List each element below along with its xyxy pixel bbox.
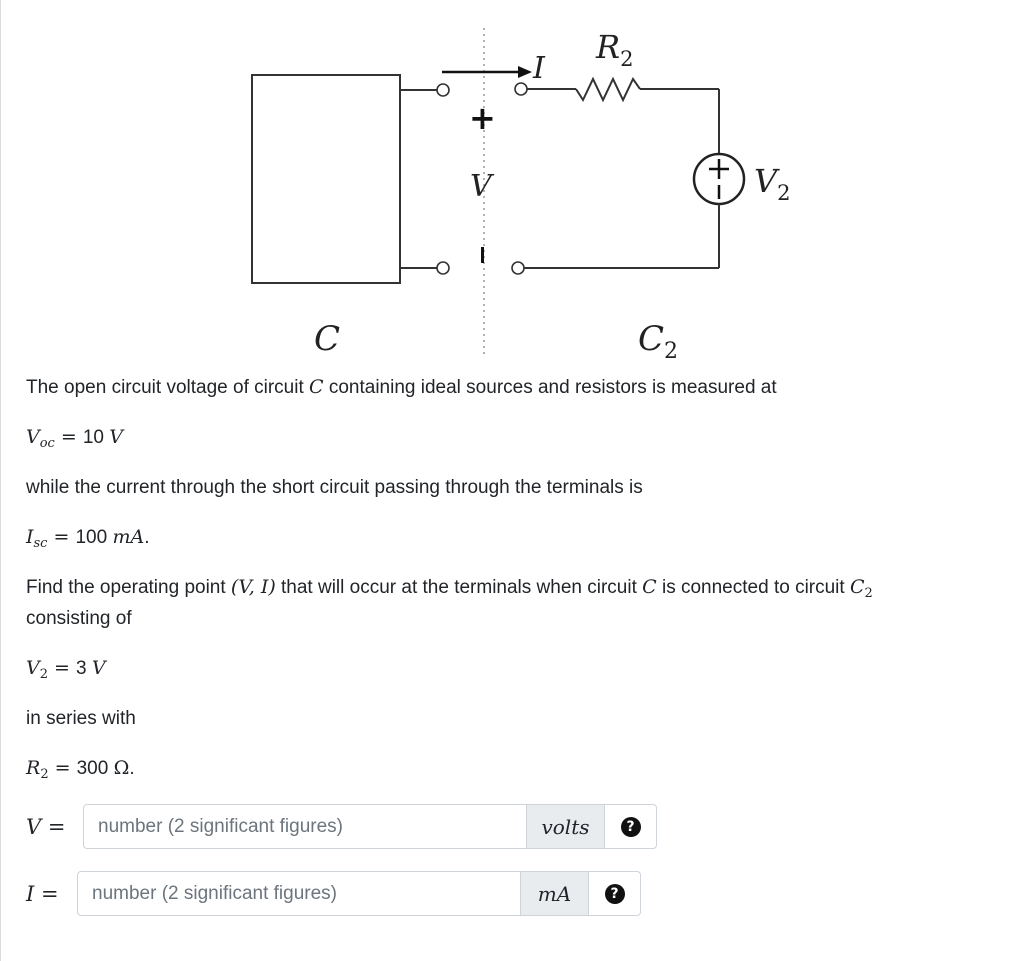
r2-label: $R_2$ xyxy=(596,28,634,71)
left-border xyxy=(0,0,1,961)
current-unit: mA xyxy=(521,871,589,916)
circuit-box xyxy=(252,75,400,283)
current-arrow-head xyxy=(518,66,532,78)
voc-equation: $V_{oc} = 10$ V xyxy=(26,426,123,451)
voltage-input[interactable] xyxy=(83,804,527,849)
statement-line-2: while the current through the short circuit passing through the terminals is xyxy=(26,477,643,498)
current-input[interactable] xyxy=(77,871,521,916)
terminal-top-left xyxy=(437,84,449,96)
statement-line-4: consisting of xyxy=(26,608,132,629)
question-circle-icon: ? xyxy=(621,817,641,837)
statement-line-3: Find the operating point (V, I) that will occur at the terminals when circuit C is connected to circuit $C_2$ xyxy=(26,576,873,601)
isc-equation: $I_{sc} = 100$ mA. xyxy=(26,526,150,551)
terminal-top-right xyxy=(515,83,527,95)
current-label: I xyxy=(533,51,545,86)
terminal-bottom-right xyxy=(512,262,524,274)
statement-line-1: The open circuit voltage of circuit C containing ideal sources and resistors is measured at xyxy=(26,376,777,398)
c2-label: $C_2$ xyxy=(638,319,679,363)
plus-label: + xyxy=(469,99,496,137)
terminal-bottom-left xyxy=(437,262,449,274)
resistor-r2 xyxy=(576,79,640,100)
current-answer-row xyxy=(26,870,641,917)
current-help-button[interactable] xyxy=(589,871,641,916)
c-label: C xyxy=(314,319,341,359)
current-answer-label: I = xyxy=(26,881,59,906)
v2-equation: $V_2 = 3$ V xyxy=(26,657,106,682)
question-circle-icon: ? xyxy=(605,884,625,904)
minus-label xyxy=(481,247,484,263)
voltage-answer-row xyxy=(26,803,657,850)
v2-label: $V_2$ xyxy=(754,162,791,205)
r2-equation: $R_2 = 300$ Ω. xyxy=(26,757,135,782)
voltage-help-button[interactable] xyxy=(605,804,657,849)
voltage-label: V xyxy=(470,169,492,204)
voltage-unit: volts xyxy=(527,804,605,849)
statement-line-5: in series with xyxy=(26,708,136,729)
voltage-answer-label: V = xyxy=(26,814,66,839)
circuit-diagram xyxy=(230,18,810,363)
